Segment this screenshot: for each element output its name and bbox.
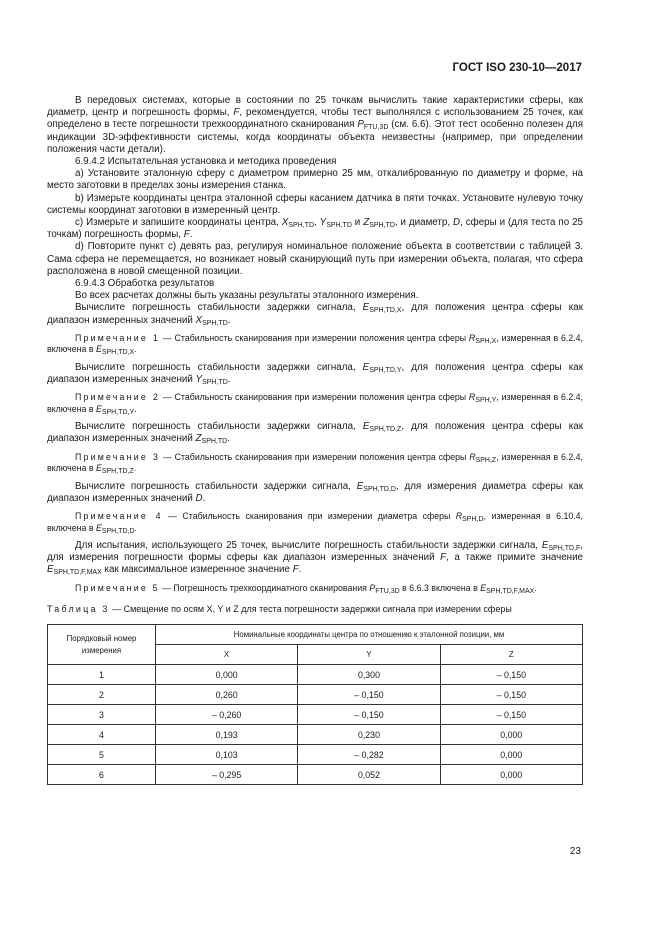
table-caption: Таблица 3 — Смещение по осям X, Y и Z для теста погрешности задержки сигнала при измерении сферы	[47, 604, 512, 615]
table-row: 4 0,193 0,230 0,000	[48, 725, 583, 745]
step-a: а) Установите эталонную сферу с диаметром примерно 25 мм, откалиброванную по диаметру и форме, на место заготовки в пределах зоны измерения станка.	[47, 168, 583, 192]
calc-paragraph: Во всех расчетах должны быть указаны результаты эталонного измерения.	[75, 290, 419, 302]
note-3: Примечание 3 — Стабильность сканирования при измерении положения центра сферы $R_{SPH,Z}$, измеренная в 6.2.4, включена в $E_{SPH,TD,Z}$.	[47, 451, 583, 476]
col-x: X	[156, 645, 298, 665]
note-5: Примечание 5 — Погрешность трехкоординатного сканирования $P_{FTU,3D}$ в 6.6.3 включена в $E_{SPH,TD,F,MAX}$.	[75, 582, 537, 595]
col-nominal-coordinates: Номинальные координаты центра по отношению к эталонной позиции, мм	[156, 625, 583, 645]
calc-z-paragraph: Вычислите погрешность стабильности задержки сигнала, $E_{SPH,TD,Z}$, для положения центра сферы как диапазон измеренных значений $Z_{SPH,TD}$.	[47, 421, 584, 446]
step-d: d) Повторите пункт с) девять раз, регулируя номинальное положение объекта в соответствии с таблицей 3. Сама сфера не перемещается, но возникает новый сканирующий путь при измерении объекта, полагая, что сфера расположена в новой смещенной позиции.	[47, 241, 583, 277]
calc-diameter-paragraph: Вычислите погрешность стабильности задержки сигнала, $E_{SPH,TD,D}$, для измерения диаметра сферы как диапазон измеренных значений D.	[47, 480, 583, 504]
note-2: Примечание 2 — Стабильность сканирования при измерении положения центра сферы $R_{SPH,Y}$, измеренная в 6.2.4, включена в $E_{SPH,TD,Y}$.	[47, 392, 583, 416]
note-1: Примечание 1 — Стабильность сканирования при измерении положения центра сферы $R_{SPH,X}$, измеренная в 6.2.4, включена в $E_{SPH,TD,X}$.	[47, 332, 583, 357]
step-b: b) Измерьте координаты центра эталонной сферы касанием датчика в пяти точках. Установите нулевую точку системы координат заготовки в измеренный центр.	[47, 192, 583, 216]
col-y: Y	[298, 645, 440, 665]
document-body	[47, 95, 583, 785]
intro-paragraph: В передовых системах, которые в состоянии по 25 точкам вычислить такие характеристики сферы, как диаметр, центр и погрешность формы, F, рекомендуется, чтобы тест выполнялся с использованием 25 точек, как определено в тесте погрешности трехкоординатного сканирования $P_{FTU,3D}$ (см. 6.6). Этот тест особенно полезен для индикации 3D-эффективности системы, когда координаты объекта неизвестны (например, при определении положения части детали).	[47, 95, 583, 155]
page-number: 23	[569, 846, 581, 857]
table-header-row	[48, 625, 583, 645]
note-4: Примечание 4 — Стабильность сканирования при измерении диаметра сферы $R_{SPH,D}$, измеренная в 6.10.4, включена в $E_{SPH,TD,D}$.	[47, 511, 584, 535]
section-6-9-4-2-heading: 6.9.4.2 Испытательная установка и методика проведения	[75, 156, 337, 168]
table-row: 1 0,000 0,300 – 0,150	[48, 665, 583, 685]
offset-table	[47, 624, 583, 785]
table-row: 5 0,103 – 0,282 0,000	[48, 745, 583, 765]
step-c: с) Измерьте и запишите координаты центра, $X_{SPH,TD}$, $Y_{SPH,TD}$ и $Z_{SPH,TD}$, и диаметр, D, сферы и (для теста по 25 точкам) погрешность формы, F.	[47, 217, 583, 241]
table-row: 2 0,260 – 0,150 – 0,150	[48, 685, 583, 705]
table-row: 6 – 0,295 0,052 0,000	[48, 765, 583, 785]
calc-form-paragraph: Для испытания, использующего 25 точек, вычислите погрешность стабильности задержки сигнала, $E_{SPH,TD,F}$, для измерения погрешности формы сферы как диапазон измеренных значений F, а также примите значение $E_{SPH,TD,F,MAX}$ как максимальное измеренное значение F.	[47, 540, 583, 577]
standard-header: ГОСТ ISO 230-10—2017	[452, 62, 582, 74]
table-row: 3 – 0,260 – 0,150 – 0,150	[48, 705, 583, 725]
section-6-9-4-3-heading: 6.9.4.3 Обработка результатов	[75, 278, 215, 290]
col-measurement-number: Порядковый номер измерения	[48, 625, 156, 665]
col-z: Z	[440, 645, 582, 665]
calc-x-paragraph: Вычислите погрешность стабильности задержки сигнала, $E_{SPH,TD,X}$, для положения центра сферы как диапазон измеренных значений $X_{SPH,TD}$.	[47, 302, 584, 327]
calc-y-paragraph: Вычислите погрешность стабильности задержки сигнала, $E_{SPH,TD,Y}$, для положения центра сферы как диапазон измеренных значений $Y_{SPH,TD}$.	[47, 361, 584, 387]
